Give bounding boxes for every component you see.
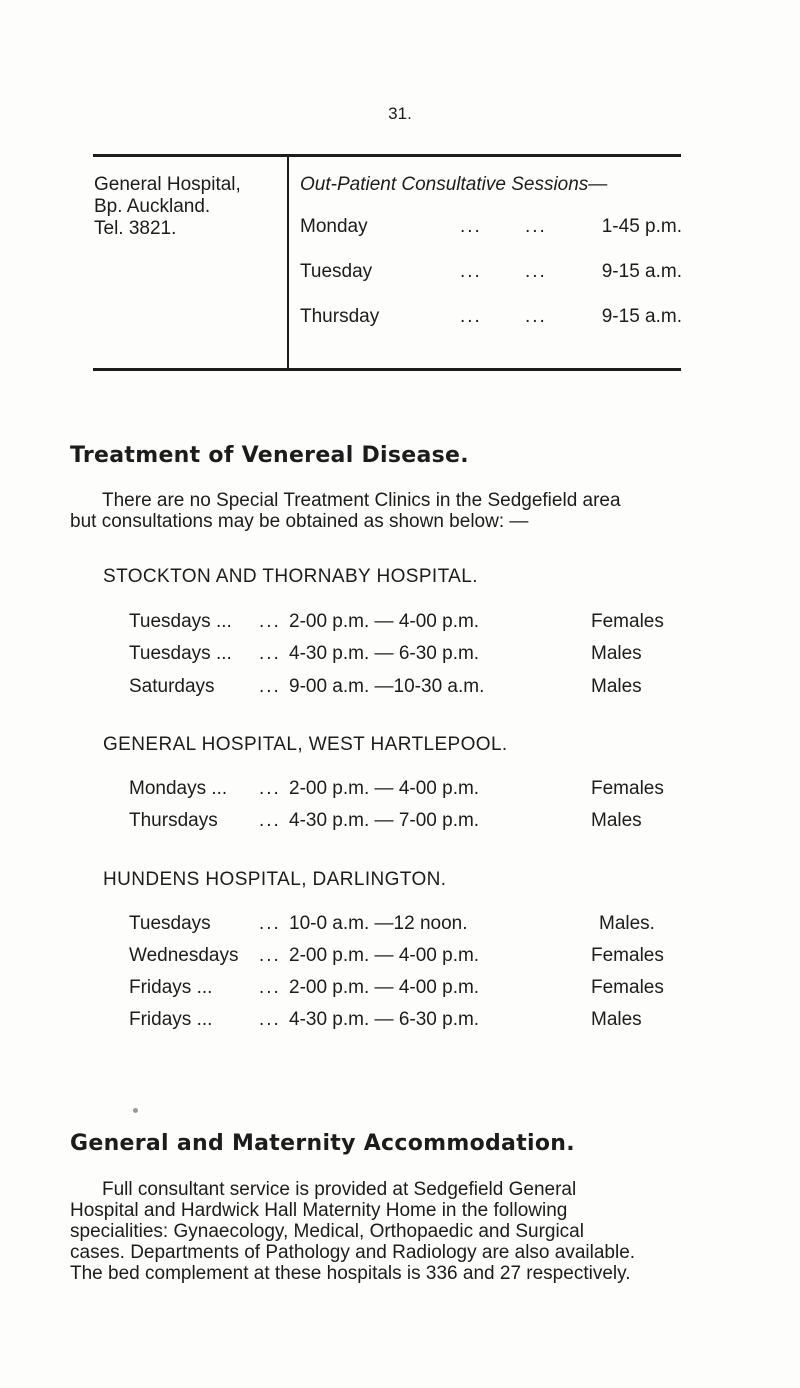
- clinic-dots: ...: [259, 643, 281, 664]
- sessions-title: Out-Patient Consultative Sessions—: [300, 174, 608, 195]
- hospital-telephone: Tel. 3821.: [94, 218, 177, 239]
- clinic-sex: Females: [591, 611, 664, 632]
- clinic-heading-hundens: HUNDENS HOSPITAL, DARLINGTON.: [103, 869, 447, 890]
- clinic-dots: ...: [259, 1009, 281, 1030]
- clinic-row: [129, 778, 689, 802]
- clinic-day: Tuesdays: [129, 913, 211, 934]
- session-dots: ...: [525, 306, 547, 327]
- session-day: Tuesday: [300, 261, 373, 282]
- clinic-row: [129, 977, 689, 1001]
- session-dots: ...: [525, 216, 547, 237]
- clinic-time: 9-00 a.m. —10-30 a.m.: [289, 676, 485, 697]
- accommodation-heading: General and Maternity Accommodation.: [70, 1131, 575, 1156]
- bottom-rule: [93, 368, 681, 371]
- box-divider: [287, 157, 289, 369]
- clinic-time: 2-00 p.m. — 4-00 p.m.: [289, 611, 480, 632]
- session-day: Monday: [300, 216, 368, 237]
- hospital-name: General Hospital,: [94, 174, 241, 195]
- clinic-dots: ...: [259, 810, 281, 831]
- session-row-tuesday: [300, 261, 682, 285]
- clinic-row: [129, 643, 689, 667]
- clinic-row: [129, 1009, 689, 1033]
- session-row-thursday: [300, 306, 682, 330]
- session-dots: ...: [525, 261, 547, 282]
- vd-intro: [70, 490, 684, 532]
- accommodation-line: The bed complement at these hospitals is 336 and 27 respectively.: [70, 1263, 631, 1284]
- session-dots: ...: [460, 306, 482, 327]
- clinic-sex: Females: [591, 945, 664, 966]
- top-rule: [93, 154, 681, 157]
- clinic-day: Tuesdays ...: [129, 643, 232, 664]
- clinic-time: 4-30 p.m. — 6-30 p.m.: [289, 1009, 480, 1030]
- hospital-town: Bp. Auckland.: [94, 196, 211, 217]
- clinic-day: Tuesdays ...: [129, 611, 232, 632]
- clinic-sex: Males: [591, 676, 642, 697]
- vd-heading: Treatment of Venereal Disease.: [70, 443, 469, 468]
- clinic-row: [129, 913, 689, 937]
- clinic-day: Wednesdays: [129, 945, 239, 966]
- session-time: 9-15 a.m.: [601, 306, 682, 327]
- clinic-row: [129, 945, 689, 969]
- clinic-day: Thursdays: [129, 810, 218, 831]
- session-day: Thursday: [300, 306, 380, 327]
- clinic-dots: ...: [259, 611, 281, 632]
- vd-intro-line: but consultations may be obtained as shown below: —: [70, 511, 529, 532]
- clinic-dots: ...: [259, 913, 281, 934]
- clinic-time: 4-30 p.m. — 6-30 p.m.: [289, 643, 480, 664]
- session-time: 9-15 a.m.: [601, 261, 682, 282]
- accommodation-paragraph: [70, 1179, 684, 1284]
- clinic-row: [129, 810, 689, 834]
- clinic-dots: ...: [259, 977, 281, 998]
- accommodation-line: cases. Departments of Pathology and Radiology are also available.: [70, 1242, 636, 1263]
- clinic-time: 2-00 p.m. — 4-00 p.m.: [289, 778, 480, 799]
- clinic-sex: Males: [591, 810, 642, 831]
- clinic-day: Fridays ...: [129, 1009, 213, 1030]
- clinic-dots: ...: [259, 778, 281, 799]
- session-dots: ...: [460, 261, 482, 282]
- clinic-time: 2-00 p.m. — 4-00 p.m.: [289, 945, 480, 966]
- vd-intro-line: There are no Special Treatment Clinics in the Sedgefield area: [102, 490, 621, 511]
- clinic-time: 10-0 a.m. —12 noon.: [289, 913, 468, 934]
- clinic-sex: Males: [591, 643, 642, 664]
- clinic-sex: Males.: [599, 913, 655, 934]
- clinic-row: [129, 676, 689, 700]
- session-dots: ...: [460, 216, 482, 237]
- clinic-dots: ...: [259, 945, 281, 966]
- page-number: 31.: [388, 104, 412, 123]
- accommodation-line: Hospital and Hardwick Hall Maternity Home in the following: [70, 1200, 568, 1221]
- clinic-sex: Females: [591, 977, 664, 998]
- clinic-day: Saturdays: [129, 676, 215, 697]
- clinic-heading-stockton: STOCKTON AND THORNABY HOSPITAL.: [103, 566, 478, 587]
- clinic-dots: ...: [259, 676, 281, 697]
- clinic-sex: Males: [591, 1009, 642, 1030]
- clinic-day: Fridays ...: [129, 977, 213, 998]
- accommodation-line: specialities: Gynaecology, Medical, Orthopaedic and Surgical: [70, 1221, 584, 1242]
- hospital-address: [94, 174, 241, 240]
- session-time: 1-45 p.m.: [601, 216, 682, 237]
- accommodation-line: Full consultant service is provided at Sedgefield General: [102, 1179, 577, 1200]
- clinic-day: Mondays ...: [129, 778, 228, 799]
- clinic-time: 4-30 p.m. — 7-00 p.m.: [289, 810, 480, 831]
- clinic-heading-west-hartlepool: GENERAL HOSPITAL, WEST HARTLEPOOL.: [103, 734, 508, 755]
- clinic-sex: Females: [591, 778, 664, 799]
- clinic-time: 2-00 p.m. — 4-00 p.m.: [289, 977, 480, 998]
- ink-speck: [133, 1108, 138, 1113]
- session-row-monday: [300, 216, 682, 240]
- clinic-row: [129, 611, 689, 635]
